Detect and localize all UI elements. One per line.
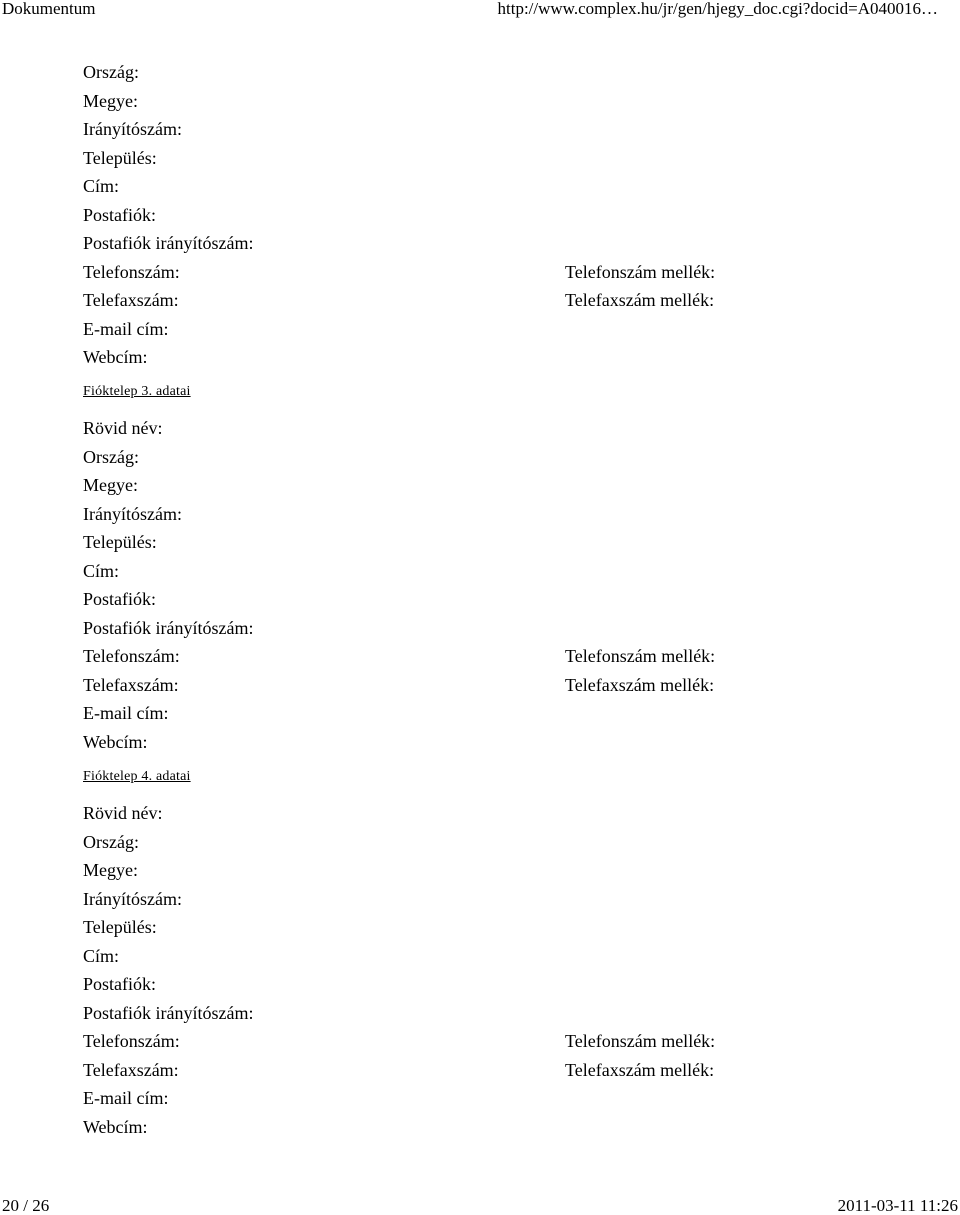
form-row [83,316,903,345]
branch-section-4 [83,770,903,1142]
field-label: Megye: [83,475,138,495]
field-label: Település: [83,147,157,168]
field-label: Település: [83,917,157,937]
form-row [83,886,903,915]
field-label-right: Telefonszám mellék: [565,261,716,282]
form-row [83,1085,903,1114]
form-row [83,259,903,288]
field-label-right: Telefaxszám mellék: [565,290,715,310]
field-label-right: Telefonszám mellék: [565,646,716,666]
form-row [83,59,903,88]
form-row [83,88,903,117]
field-label: E-mail cím: [83,318,169,339]
form-row [83,173,903,202]
field-label: E-mail cím: [83,1088,169,1108]
form-row [83,1114,903,1143]
section-title: Fióktelep 4. adatai [83,769,191,784]
field-label: E-mail cím: [83,703,169,723]
field-label: Irányítószám: [83,503,182,524]
field-label: Postafiók: [83,589,157,609]
field-label-right: Telefaxszám mellék: [565,1059,715,1080]
form-row [83,829,903,858]
field-label: Rövid név: [83,803,163,823]
form-row [83,729,903,758]
field-label: Postafiók irányítószám: [83,233,254,253]
field-label: Cím: [83,176,120,196]
field-label: Település: [83,532,157,552]
branch-section-3 [83,385,903,757]
form-row [83,643,903,672]
field-label: Irányítószám: [83,888,182,909]
form-row [83,971,903,1000]
form-row [83,615,903,644]
field-label: Postafiók irányítószám: [83,1002,254,1023]
form-row [83,116,903,145]
field-label: Megye: [83,860,138,880]
field-label: Ország: [83,446,139,467]
field-label: Megye: [83,90,138,111]
field-label: Ország: [83,62,139,82]
field-label-right: Telefaxszám mellék: [565,674,715,695]
branch-section-continued [83,59,903,373]
section-title: Fióktelep 3. adatai [83,384,191,399]
field-label: Webcím: [83,731,148,752]
field-label: Telefonszám: [83,646,180,666]
field-label: Irányítószám: [83,119,182,139]
field-label: Telefaxszám: [83,674,179,695]
field-label: Telefaxszám: [83,290,179,310]
document-url: http://www.complex.hu/jr/gen/hjegy_doc.cgi?docid=A040016… [497,0,938,18]
field-label: Cím: [83,945,120,966]
form-row [83,800,903,829]
print-datetime: 2011-03-11 11:26 [837,1196,958,1215]
page-number: 20 / 26 [2,1196,50,1215]
form-row [83,415,903,444]
form-row [83,501,903,530]
field-label: Ország: [83,831,139,852]
field-label: Rövid név: [83,418,163,438]
form-row [83,857,903,886]
form-row [83,1028,903,1057]
form-row [83,230,903,259]
form-row [83,472,903,501]
form-row [83,672,903,701]
field-label: Webcím: [83,1116,148,1137]
document-title: Dokumentum [2,0,96,18]
field-label: Cím: [83,560,120,581]
field-label: Postafiók: [83,974,157,994]
form-row [83,700,903,729]
field-label: Telefonszám: [83,261,180,282]
form-row [83,529,903,558]
form-row [83,586,903,615]
form-row [83,1057,903,1086]
form-row [83,202,903,231]
field-label: Postafiók: [83,204,157,225]
form-row [83,943,903,972]
form-row [83,1000,903,1029]
field-label-right: Telefonszám mellék: [565,1031,716,1051]
form-row [83,287,903,316]
form-row [83,444,903,473]
form-row [83,558,903,587]
field-label: Postafiók irányítószám: [83,617,254,638]
field-label: Webcím: [83,347,148,367]
field-label: Telefaxszám: [83,1059,179,1080]
field-label: Telefonszám: [83,1031,180,1051]
form-row [83,145,903,174]
form-row [83,344,903,373]
form-row [83,914,903,943]
